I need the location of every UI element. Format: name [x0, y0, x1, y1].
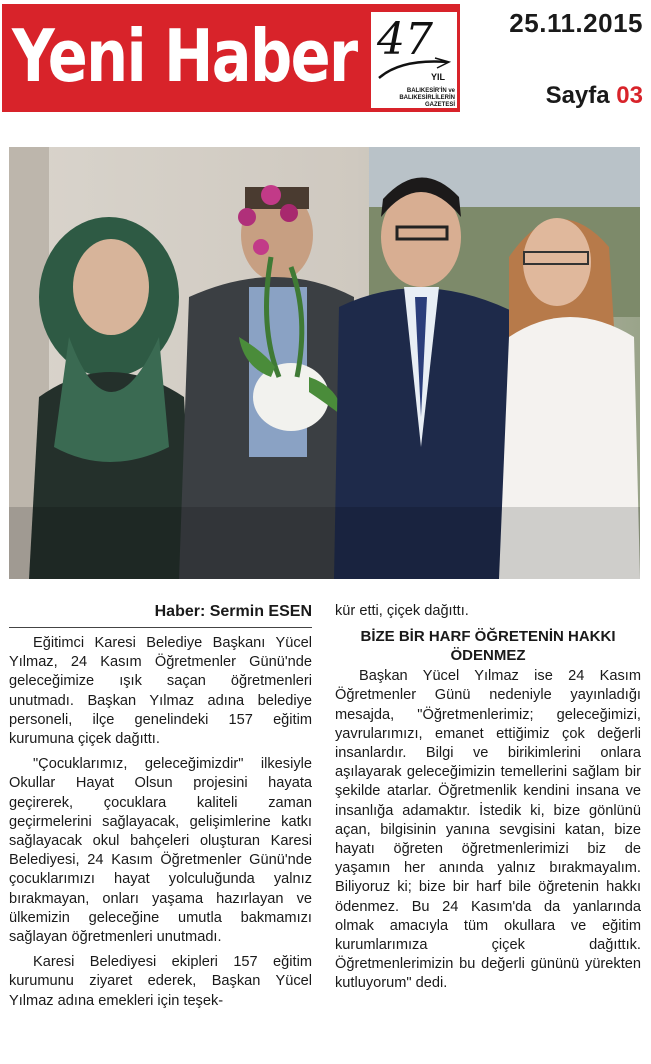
- article-paragraph-1: Eğitimci Karesi Belediye Başkanı Yücel Yılmaz, 24 Kasım Öğretmenler Günü'nde geleceğimize ışık saçan öğretmenleri unutmadı. Başkan Yılmaz adına belediye personeli, ilçe genelindeki 157 eğitim kurumuna çiçek dağıttı.: [9, 635, 312, 748]
- anniversary-logo: [371, 12, 457, 108]
- article-paragraph-2: "Çocuklarımız, geleceğimizdir" ilkesiyle Okullar Hayat Olsun projesini hayata geçirerek, çocuklara kaliteli zaman geçirmelerini sağlayacak, gelişimlerine katkı sağlayacak okul bahçeleri oluşturan Karesi Belediyesi, 24 Kasım Öğretmenler Günü'nde çocuklarımızı hayat yolculuğunda yalnız bırakmayan, onları yaşama hazırlayan ve ülkemizin geleceğine umutla bakmamızı sağlayan öğretmenleri unutmadı.: [9, 756, 312, 946]
- article-paragraph-3: Karesi Belediyesi ekipleri 157 eğitim kurumunu ziyaret ederek, Başkan Yücel Yılmaz adına emekleri için teşek-: [9, 954, 312, 1009]
- masthead-tagline: BALIKESİR'İN ve BALIKESİRLİLERİN GAZETESİ: [399, 88, 455, 108]
- masthead: [2, 4, 460, 112]
- article-column-2: [335, 602, 641, 1000]
- news-photo: [9, 147, 640, 579]
- byline: Haber: Sermin ESEN: [9, 602, 312, 628]
- page-indicator: [546, 82, 643, 110]
- issue-date: 25.11.2015: [509, 8, 643, 38]
- newspaper-title: Yeni Haber: [12, 14, 357, 98]
- article-paragraph-4: Başkan Yücel Yılmaz ise 24 Kasım Öğretmenler Günü nedeniyle yayınladığı mesajda, "Öğretmenlerimiz; geleceğimizi, yavrularımızı, emanet ettiğimiz çok değerli insanlardır. Bilgi ve birikimlerini onlara aşılayarak geleceğimizin temellerini sağlam bir şekilde atarlar. Öğretmenlik kendini insana ve insanlığa adamaktır. İstedik ki, bize gönlünü açan, bilgisinin yanına sevgisini katan, bize hayatı öğreten öğretmenlerimizi biz de yaşamın her anında yalnız bırakmayalım. Biliyoruz ki; bize bir harf bile öğretenin hakkı ödenmez. Bu 24 Kasım'da da yanlarında olmak amacıyla tüm okullara ve eğitim kurumlarımıza çiçek dağıttık. Öğretmenlerimizin bu değerli gününü yürekten kutluyorum" dedi.: [335, 668, 641, 992]
- article-continuation: kür etti, çiçek dağıttı.: [335, 603, 469, 619]
- page-label: Sayfa: [545, 82, 610, 109]
- article-column-1: [9, 602, 312, 1017]
- anniversary-unit: YIL: [431, 72, 446, 82]
- anniversary-number: 47: [377, 14, 433, 65]
- photo-illustration: [9, 147, 640, 579]
- page-number: 03: [616, 82, 643, 109]
- article-subheading: BİZE BİR HARF ÖĞRETENİN HAKKI ÖDENMEZ: [360, 628, 616, 665]
